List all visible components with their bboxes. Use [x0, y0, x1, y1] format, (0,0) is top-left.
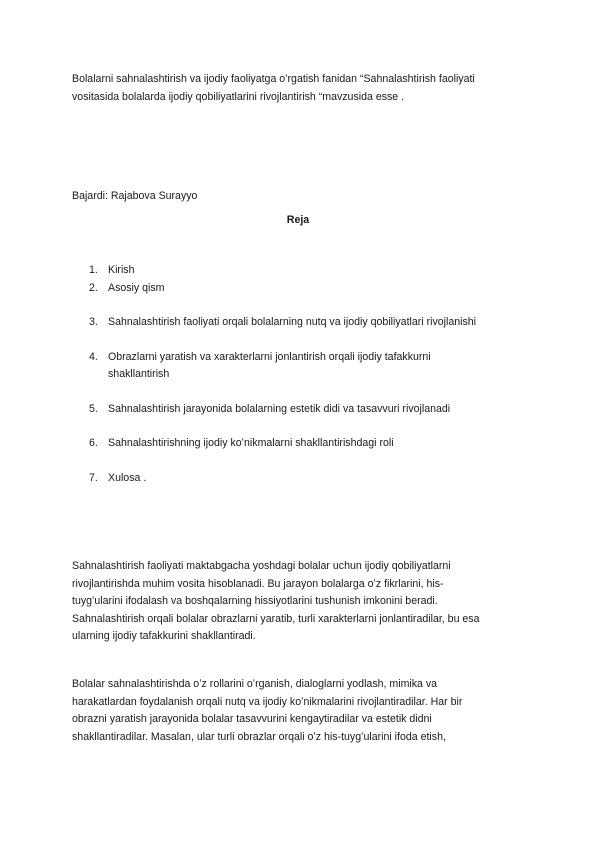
plan-item-number: 7. — [89, 471, 98, 484]
author-line: Bajardi: Rajabova Surayyo — [72, 190, 198, 202]
plan-list — [89, 262, 519, 487]
paragraph-line: Sahnalashtirish faoliyati maktabgacha yoshdagi bolalar uchun ijodiy qobiliyatlarni — [72, 560, 451, 572]
plan-item-text: Sahnalashtirish jarayonida bolalarning estetik didi va tasavvuri rivojlanadi — [108, 402, 451, 415]
plan-item-number: 6. — [89, 437, 98, 449]
plan-item-number: 3. — [89, 316, 98, 328]
plan-item-text: Xulosa . — [108, 471, 147, 484]
plan-item-text: Sahnalashtirish faoliyati orqali bolalarning nutq va ijodiy qobiliyatlari rivojlanishi — [108, 316, 477, 328]
body-paragraph — [72, 558, 524, 646]
plan-item-text: shakllantirish — [108, 368, 170, 380]
plan-item — [89, 435, 519, 453]
plan-item-text: Obrazlarni yaratish va xarakterlarni jonlantirish orqali ijodiy tafakkurni — [108, 350, 431, 363]
heading-line: vositasida bolalarda ijodiy qobiliyatlarini rivojlantirish “mavzusida esse . — [72, 90, 405, 103]
body-paragraph — [72, 676, 524, 746]
heading-line: Bolalarni sahnalashtirish va ijodiy faoliyatga o’rgatish fanidan “Sahnalashtirish faoliyati — [72, 73, 475, 85]
plan-item — [89, 314, 519, 332]
plan-item-number: 2. — [89, 281, 98, 294]
plan-item-number: 4. — [89, 350, 98, 363]
plan-item — [89, 280, 519, 298]
paragraph-line: ularning ijodiy tafakkurini shakllantiradi. — [72, 630, 256, 642]
paragraph-line: Sahnalashtirish orqali bolalar obrazlarni yaratib, turli xarakterlarni jonlantiradilar, bu esa — [72, 612, 480, 625]
plan-item-text: Sahnalashtirishning ijodiy koʻnikmalarni shakllantirishdagi roli — [108, 437, 394, 449]
plan-item-number: 1. — [89, 264, 98, 276]
paragraph-line: tuygʻularini ifodalash va boshqalarning hissiyotlarini tushunish imkonini beradi. — [72, 595, 438, 607]
paragraph-line: Bolalar sahnalashtirishda oʻz rollarini oʻrganish, dialoglarni yodlash, mimika va — [72, 678, 438, 690]
plan-title: Reja — [286, 214, 310, 226]
plan-item — [89, 470, 519, 488]
paragraph-line: shakllantiradilar. Masalan, ular turli obrazlar orqali oʻz his-tuygʻularini ifoda etish, — [72, 730, 446, 743]
plan-item-number: 5. — [89, 402, 98, 415]
plan-item-text: Asosiy qism — [108, 281, 165, 294]
plan-item — [89, 262, 519, 280]
plan-item-text: Kirish — [108, 264, 135, 276]
essay-heading — [72, 71, 524, 106]
plan-item — [89, 401, 519, 419]
paragraph-line: rivojlantirishda muhim vosita hisoblanadi. Bu jarayon bolalarga oʻz fikrlarini, his- — [72, 577, 444, 590]
paragraph-line: harakatlardan foydalanish orqali nutq va ijodiy koʻnikmalarini rivojlantiradilar. Har bir — [72, 695, 463, 708]
paragraph-line: obrazni yaratish jarayonida bolalar tasavvurini kengaytiradilar va estetik didni — [72, 713, 432, 725]
plan-item — [89, 349, 519, 384]
